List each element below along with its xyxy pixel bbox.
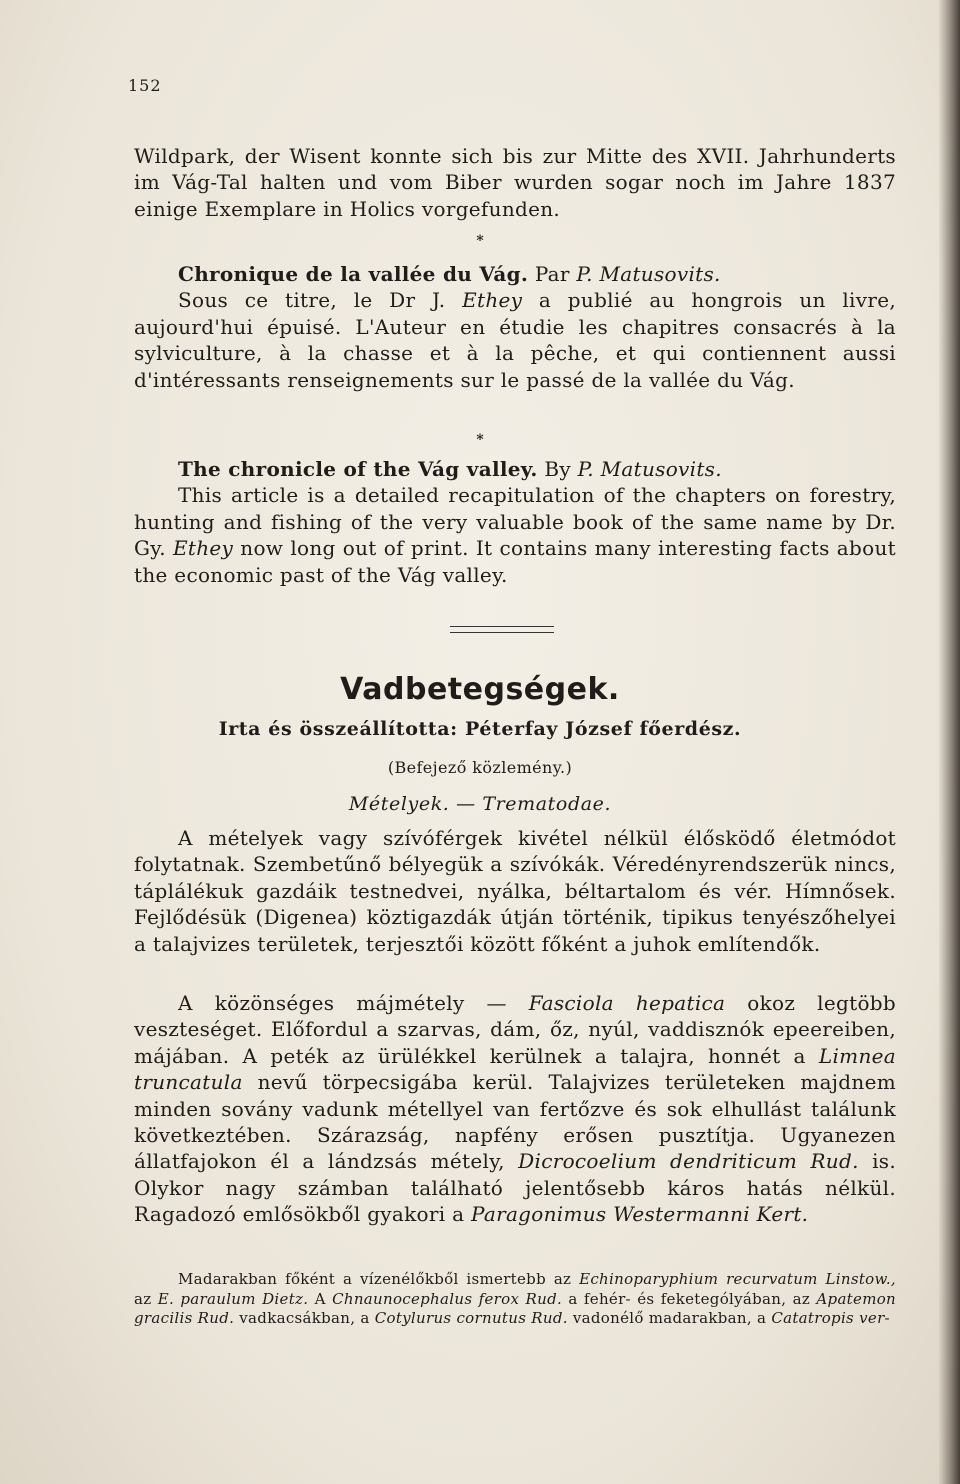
french-text-2: a publié au hongrois un livre, aujourd'hui épuisé. L'Auteur en étudie les chapitres consacrés à la sylviculture, à la chasse et à la pêche, et qui contiennent aussi d'intéressants renseignements sur le passé de la vallée du Vág.	[134, 288, 896, 392]
species-apatemon: Apatemon gracilis Rud.	[134, 1289, 897, 1327]
article-title: Vadbetegségek.	[340, 672, 620, 707]
divider-rule	[450, 632, 554, 633]
footnote-text-2: az	[134, 1289, 158, 1308]
species-paragonimus: Paragonimus Westermanni Kert.	[471, 1202, 809, 1227]
french-ethey: Ethey	[462, 288, 523, 313]
english-text-2: now long out of print. It contains many interesting facts about the economic past of the Vág valley.	[134, 536, 896, 587]
article-byline: Irta és összeállította: Péterfay József főerdész.	[218, 718, 742, 740]
french-author: P. Matusovits.	[576, 262, 721, 286]
english-by: By	[537, 457, 578, 481]
english-text-1: This article is a detailed recapitulation of the chapters on forestry, hunting and fishing of the very valuable book of the same name by Dr. Gy.	[134, 483, 896, 561]
section-subheading: Mételyek. — Trematodae.	[348, 793, 612, 815]
french-text-1: Sous ce titre, le Dr J.	[178, 288, 463, 313]
page-edge-shadow	[938, 0, 960, 1484]
species-cotylurus: Cotylurus cornutus Rud.	[374, 1309, 568, 1327]
body-paragraph-2	[134, 990, 896, 1228]
footnote-text-3: A	[308, 1289, 333, 1308]
english-heading: The chronicle of the Vág valley.	[178, 457, 538, 481]
divider-rule	[450, 626, 554, 627]
body2-text-1: A közönséges májmétely —	[178, 991, 529, 1015]
body-paragraph-1: A mételyek vagy szívóférgek kivétel nélkül élősködő életmódot folytatnak. Szembetűnő bélyegük a szívókák. Véredényrendszerük nincs, táplálékuk gazdáik testnedvei, nyálka, béltartalom és vér. Hímnősek. Fejlődésük (Digenea) köztigazdák útján történik, tipikus tenyészőhelyei a talajvizes területek, terjesztői között főként a juhok említendők.	[134, 826, 896, 956]
section-separator-star: *	[476, 432, 484, 448]
species-dicrocoelium: Dicrocoelium dendriticum Rud.	[518, 1149, 859, 1174]
body2-text-2: okoz legtöbb veszteséget. Előfordul a szarvas, dám, őz, nyúl, vaddisznók epeereiben, májában. A peték az ürülékkel kerülnek a talajra, honnét a	[134, 991, 897, 1068]
french-heading: Chronique de la vallée du Vág.	[178, 262, 529, 286]
small-print-paragraph	[134, 1270, 896, 1329]
footnote-text-6: vadonélő madarakban, a	[567, 1309, 772, 1327]
article-note: (Befejező közlemény.)	[387, 758, 573, 777]
species-fasciola: Fasciola hepatica	[528, 991, 726, 1015]
species-chnaunocephalus: Chnaunocephalus ferox Rud.	[332, 1289, 563, 1308]
english-ethey: Ethey	[173, 536, 234, 561]
species-limnea: Limnea truncatula	[134, 1043, 896, 1095]
french-par: Par	[528, 262, 577, 286]
body2-text-3: nevű törpecsigába kerül. Talajvizes területeken majdnem minden sovány vadunk métellyel van fertőzve és sok elhullást találunk következtében. Szárazság, napfény erősen pusztítja. Ugyanezen állatfajokon él a lándzsás métely,	[134, 1070, 896, 1174]
species-paraulum: E. paraulum Dietz.	[157, 1289, 309, 1308]
german-paragraph: Wildpark, der Wisent konnte sich bis zur Mitte des XVII. Jahrhunderts im Vág-Tal halten und vom Biber wurden sogar noch im Jahre 1837 einige Exemplare in Holics vorgefunden.	[134, 144, 896, 221]
english-summary	[134, 456, 896, 588]
page-number: 152	[128, 76, 162, 95]
footnote-text-1: Madarakban főként a vízenélőkből ismertebb az	[178, 1270, 580, 1288]
species-echinoparyphium: Echinoparyphium recurvatum Linstow.,	[579, 1270, 896, 1288]
body2-text-4: is. Olykor nagy számban található jelentősebb káros hatás nélkül. Ragadozó emlősökből gyakori a	[134, 1149, 896, 1227]
footnote-text-4: a fehér- és feketególyában, az	[562, 1289, 817, 1308]
footnote-text-5: vadkacsákban, a	[234, 1309, 375, 1327]
french-summary	[134, 261, 896, 393]
species-catatropis: Catatropis ver-	[771, 1309, 890, 1327]
english-author: P. Matusovits.	[577, 457, 722, 481]
section-separator-star: *	[476, 233, 484, 249]
